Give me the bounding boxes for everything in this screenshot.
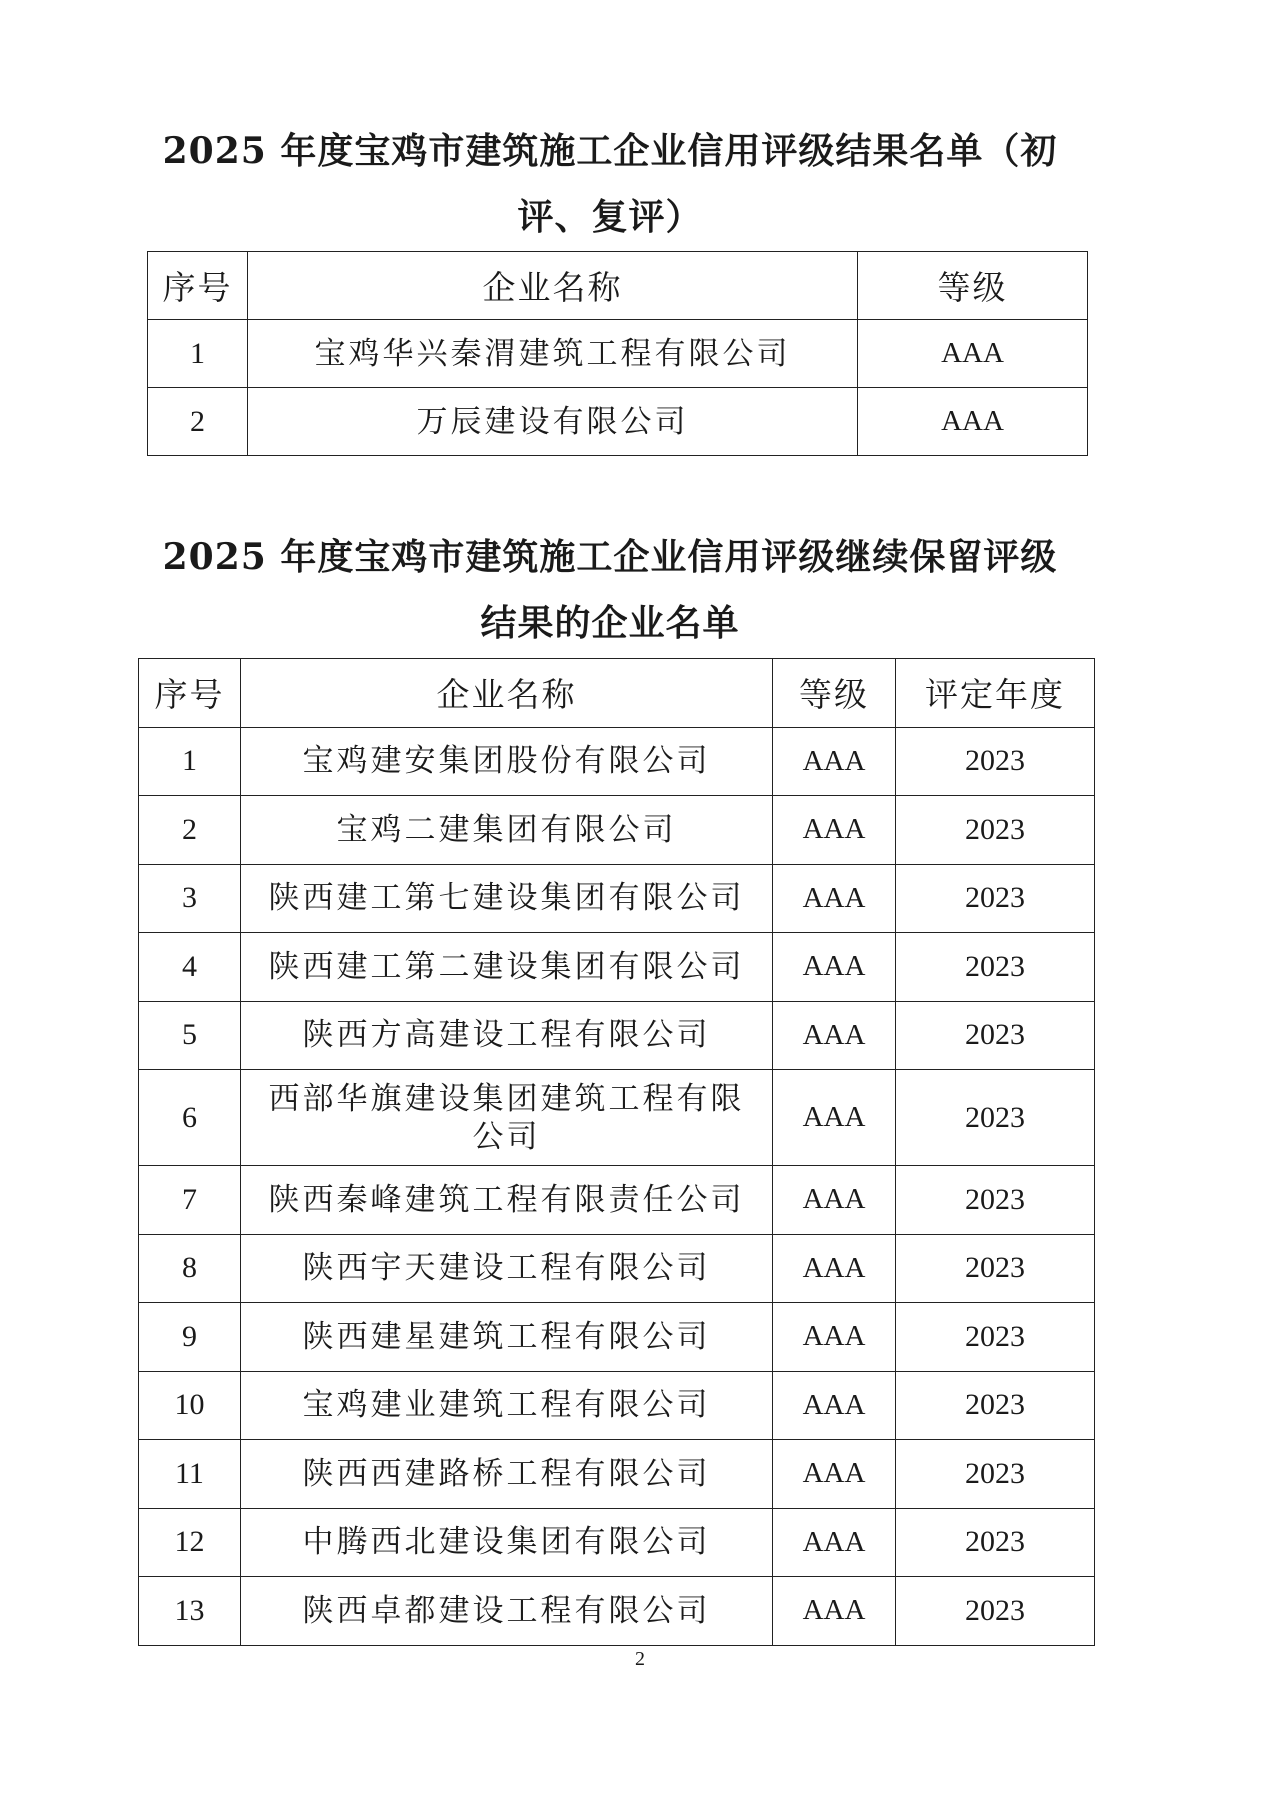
- row-grade: AAA: [773, 1371, 896, 1440]
- row-company-name: 陕西建工第二建设集团有限公司: [241, 933, 773, 1002]
- row-index: 1: [139, 727, 241, 796]
- row-company-name: 陕西宇天建设工程有限公司: [241, 1234, 773, 1303]
- row-company-name: 宝鸡华兴秦渭建筑工程有限公司: [248, 320, 858, 388]
- row-company-name-line1: 西部华旗建设集团建筑工程有限: [268, 1080, 745, 1117]
- header-company-name: 企业名称: [241, 659, 773, 728]
- row-index: 6: [139, 1070, 241, 1166]
- row-grade: AAA: [773, 933, 896, 1002]
- row-rating-year: 2023: [896, 796, 1095, 865]
- row-grade: AAA: [858, 320, 1088, 388]
- row-company-name: 陕西建星建筑工程有限公司: [241, 1303, 773, 1372]
- row-index: 3: [139, 864, 241, 933]
- row-company-name: 万辰建设有限公司: [248, 388, 858, 456]
- section1-title-line1: 2025 年度宝鸡市建筑施工企业信用评级结果名单（初: [162, 130, 1058, 172]
- table-row: [139, 1001, 1095, 1070]
- section1-title-line2: 评、复评）: [517, 196, 703, 238]
- row-grade: AAA: [773, 1577, 896, 1646]
- table-row: [139, 933, 1095, 1002]
- row-grade: AAA: [773, 727, 896, 796]
- row-company-name: 陕西西建路桥工程有限公司: [241, 1440, 773, 1509]
- section2-title-line1: 2025 年度宝鸡市建筑施工企业信用评级继续保留评级: [162, 536, 1058, 578]
- page-number: 2: [635, 1648, 645, 1670]
- row-company-name: 中腾西北建设集团有限公司: [241, 1508, 773, 1577]
- table-header-row: [139, 659, 1095, 728]
- row-index: 4: [139, 933, 241, 1002]
- row-company-name: 宝鸡二建集团有限公司: [241, 796, 773, 865]
- row-grade: AAA: [773, 1234, 896, 1303]
- header-company-name: 企业名称: [248, 252, 858, 320]
- table-row: [148, 388, 1088, 456]
- row-grade: AAA: [773, 1440, 896, 1509]
- header-rating-year: 评定年度: [896, 659, 1095, 728]
- row-rating-year: 2023: [896, 933, 1095, 1002]
- table-row: [139, 1234, 1095, 1303]
- row-grade: AAA: [773, 1166, 896, 1235]
- row-rating-year: 2023: [896, 1070, 1095, 1166]
- table-row: [139, 796, 1095, 865]
- row-index: 2: [148, 388, 248, 456]
- row-company-name: 陕西建工第七建设集团有限公司: [241, 864, 773, 933]
- row-grade: AAA: [773, 1508, 896, 1577]
- row-company-name: [241, 1070, 773, 1166]
- row-company-name: 陕西卓都建设工程有限公司: [241, 1577, 773, 1646]
- section2-title-line2: 结果的企业名单: [480, 602, 740, 644]
- row-company-name: 宝鸡建业建筑工程有限公司: [241, 1371, 773, 1440]
- row-company-name: 陕西秦峰建筑工程有限责任公司: [241, 1166, 773, 1235]
- table-row: [139, 864, 1095, 933]
- row-grade: AAA: [773, 1001, 896, 1070]
- row-rating-year: 2023: [896, 1303, 1095, 1372]
- row-company-name: 宝鸡建安集团股份有限公司: [241, 727, 773, 796]
- row-company-name: 陕西方高建设工程有限公司: [241, 1001, 773, 1070]
- header-grade: 等级: [858, 252, 1088, 320]
- row-company-name-line2: 公司: [472, 1118, 541, 1155]
- section1-title: [140, 118, 1080, 250]
- header-grade: 等级: [773, 659, 896, 728]
- table-row: [139, 1508, 1095, 1577]
- row-index: 11: [139, 1440, 241, 1509]
- section2-title: [140, 524, 1080, 656]
- header-index: 序号: [148, 252, 248, 320]
- retained-rating-table: [138, 658, 1095, 1646]
- table-row: [139, 1166, 1095, 1235]
- table-row: [139, 727, 1095, 796]
- row-index: 12: [139, 1508, 241, 1577]
- row-grade: AAA: [773, 864, 896, 933]
- table-row: [139, 1440, 1095, 1509]
- row-grade: AAA: [858, 388, 1088, 456]
- row-grade: AAA: [773, 796, 896, 865]
- row-index: 5: [139, 1001, 241, 1070]
- row-rating-year: 2023: [896, 1001, 1095, 1070]
- table-row: [139, 1303, 1095, 1372]
- table-header-row: [148, 252, 1088, 320]
- row-rating-year: 2023: [896, 1577, 1095, 1646]
- table-row: [148, 320, 1088, 388]
- table-row: [139, 1577, 1095, 1646]
- row-rating-year: 2023: [896, 1371, 1095, 1440]
- initial-rating-table: [147, 251, 1088, 456]
- row-index: 13: [139, 1577, 241, 1646]
- table-row: [139, 1371, 1095, 1440]
- row-rating-year: 2023: [896, 1508, 1095, 1577]
- row-index: 10: [139, 1371, 241, 1440]
- row-rating-year: 2023: [896, 1166, 1095, 1235]
- row-index: 8: [139, 1234, 241, 1303]
- row-rating-year: 2023: [896, 1440, 1095, 1509]
- row-index: 7: [139, 1166, 241, 1235]
- row-rating-year: 2023: [896, 1234, 1095, 1303]
- row-index: 1: [148, 320, 248, 388]
- row-grade: AAA: [773, 1303, 896, 1372]
- row-index: 2: [139, 796, 241, 865]
- row-grade: AAA: [773, 1070, 896, 1166]
- header-index: 序号: [139, 659, 241, 728]
- table-row: [139, 1070, 1095, 1166]
- row-rating-year: 2023: [896, 727, 1095, 796]
- row-rating-year: 2023: [896, 864, 1095, 933]
- row-index: 9: [139, 1303, 241, 1372]
